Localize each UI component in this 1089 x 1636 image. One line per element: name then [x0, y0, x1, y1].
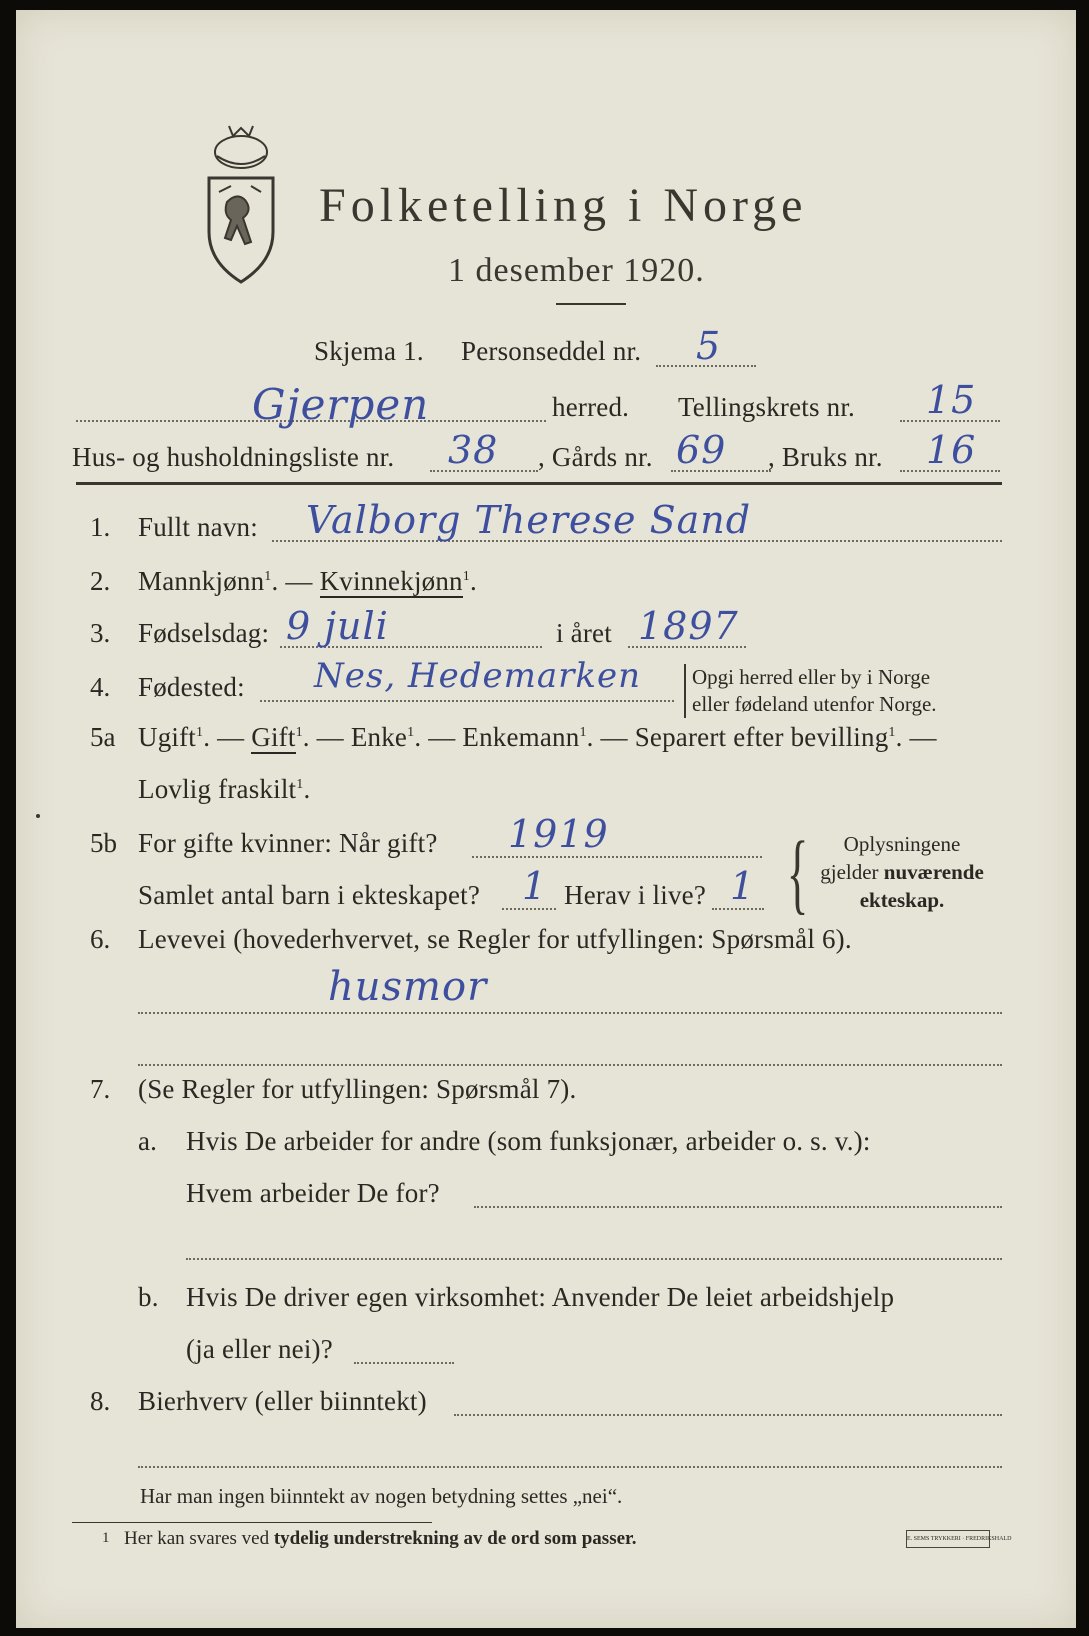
gards-label: , Gårds nr. — [538, 442, 653, 472]
q6-number: 6. — [90, 924, 111, 954]
coat-of-arms-icon — [191, 122, 291, 292]
q3-number: 3. — [90, 618, 111, 648]
q5a-options: Ugift$^1$. — Gift$^1$. — Enke$^1$. — Enkemann$^1$. — Separert efter bevilling$^1$. — — [138, 722, 937, 752]
option-separert: Separert efter bevilling — [634, 722, 889, 752]
q8-number: 8. — [90, 1386, 111, 1416]
q5b-line3 — [712, 908, 764, 910]
children-alive-value: 1 — [730, 864, 756, 908]
q7-label: (Se Regler for utfyllingen: Spørsmål 7). — [138, 1074, 577, 1104]
q2-number: 2. — [90, 566, 111, 596]
q5a-number: 5a — [90, 722, 116, 752]
q5a-dash: . — — [895, 722, 937, 752]
q7-number: 7. — [90, 1074, 111, 1104]
q3-label: Fødselsdag: — [138, 618, 270, 648]
q5b-label2: Samlet antal barn i ekteskapet? — [138, 880, 481, 910]
form-title: Folketelling i Norge — [319, 179, 808, 232]
female-option-underlined: Kvinnekjønn — [319, 566, 463, 596]
q1-number: 1. — [90, 512, 111, 542]
q5a-dash: . — — [203, 722, 245, 752]
q7a-text: Hvis De arbeider for andre (som funksjonær, arbeider o. s. v.): — [186, 1126, 871, 1156]
q8-label: Bierhverv (eller biinntekt) — [138, 1386, 427, 1416]
census-date: 1 desember 1920. — [448, 252, 705, 289]
q2-separator: . — — [271, 566, 313, 596]
q7b-letter: b. — [138, 1282, 159, 1312]
q7a-letter: a. — [138, 1126, 158, 1156]
option-fraskilt: Lovlig fraskilt — [138, 774, 297, 804]
herred-label: herred. — [552, 392, 630, 422]
census-form-sheet — [16, 10, 1076, 1628]
q8-line2 — [138, 1466, 1002, 1468]
q5a-dash: . — — [586, 722, 628, 752]
married-year-value: 1919 — [508, 812, 609, 856]
personseddel-label: Personseddel nr. — [461, 336, 642, 366]
q5b-label1: For gifte kvinner: Når gift? — [138, 828, 438, 858]
q2-options: Mannkjønn$^1$. — Kvinnekjønn$^1$. — [138, 566, 477, 596]
household-list-value: 38 — [448, 428, 499, 472]
biinntekt-note: Har man ingen biinntekt av nogen betydning settes „nei“. — [140, 1484, 623, 1508]
tellingskrets-value: 15 — [926, 378, 977, 422]
q5b-note-line2a: gjelder — [820, 860, 879, 884]
q5b-number: 5b — [90, 828, 117, 858]
q5a-dash: . — — [302, 722, 344, 752]
q1-label: Fullt navn: — [138, 512, 258, 542]
q6-line1 — [138, 1012, 1002, 1014]
q7a-line2 — [186, 1258, 1002, 1260]
bruks-label: , Bruks nr. — [768, 442, 883, 472]
q2-end: . — [469, 566, 477, 596]
footnote-text — [124, 1528, 636, 1550]
q4-number: 4. — [90, 672, 111, 702]
q3-year-label: i året — [556, 618, 612, 648]
q4-note — [684, 664, 937, 718]
option-ugift: Ugift — [138, 722, 196, 752]
q5b-label3: Herav i live? — [564, 880, 707, 910]
footnote-mark: 1 — [102, 1530, 110, 1546]
q7b-text2: (ja eller nei)? — [186, 1334, 333, 1364]
option-gift-underlined: Gift — [251, 722, 296, 752]
stray-dot — [36, 814, 40, 818]
q7a-text2: Hvem arbeider De for? — [186, 1178, 440, 1208]
tellingskrets-label: Tellingskrets nr. — [678, 392, 855, 422]
birth-year-value: 1897 — [638, 604, 739, 648]
q5a-dash: . — — [414, 722, 456, 752]
q5b-note-line1: Oplysningene — [843, 832, 961, 856]
q8-line1 — [454, 1414, 1002, 1416]
q6-label: Levevei (hovederhvervet, se Regler for utfyllingen: Spørsmål 6). — [138, 924, 852, 954]
header-rule — [76, 482, 1002, 485]
q6-line2 — [138, 1064, 1002, 1066]
full-name-value: Valborg Therese Sand — [306, 498, 752, 542]
q5b-brace: { — [786, 824, 809, 923]
q5a-options-line2: Lovlig fraskilt$^1$. — [138, 774, 311, 804]
occupation-value: husmor — [328, 964, 488, 1010]
footnote-text-b: tydelig understrekning av de ord som passer. — [273, 1528, 637, 1549]
footnote-rule — [72, 1522, 432, 1523]
birth-day-value: 9 juli — [286, 604, 389, 648]
q5b-note-line3: ekteskap. — [859, 888, 945, 912]
option-enkemann: Enkemann — [462, 722, 580, 752]
footnote-text-a: Her kan svares ved — [124, 1528, 270, 1549]
gards-value: 69 — [676, 428, 727, 472]
q7a-line1 — [474, 1206, 1002, 1208]
q5b-note-line2b: nuværende — [883, 860, 984, 884]
q4-note-line2: eller fødeland utenfor Norge. — [692, 692, 937, 716]
children-total-value: 1 — [522, 864, 548, 908]
skjema-label: Skjema 1. — [314, 336, 424, 366]
household-list-label: Hus- og husholdningsliste nr. — [72, 442, 395, 472]
q7b-line — [354, 1362, 454, 1364]
option-enke: Enke — [350, 722, 408, 752]
personseddel-value: 5 — [696, 324, 722, 368]
q7b-text: Hvis De driver egen virksomhet: Anvender De leiet arbeidshjelp — [186, 1282, 895, 1312]
q4-note-line1: Opgi herred eller by i Norge — [692, 665, 931, 689]
municipality-value: Gjerpen — [252, 380, 430, 429]
q5b-note — [802, 830, 1002, 914]
q5b-line2 — [502, 908, 556, 910]
birthplace-value: Nes, Hedemarken — [314, 656, 641, 696]
q4-label: Fødested: — [138, 672, 245, 702]
title-divider — [556, 303, 626, 305]
q4-line — [260, 700, 674, 702]
male-option: Mannkjønn — [138, 566, 265, 596]
bruks-value: 16 — [926, 428, 977, 472]
printer-stamp: E. SEMS TRYKKERI · FREDRIKSHALD — [906, 1530, 990, 1548]
q5b-line1 — [472, 856, 762, 858]
